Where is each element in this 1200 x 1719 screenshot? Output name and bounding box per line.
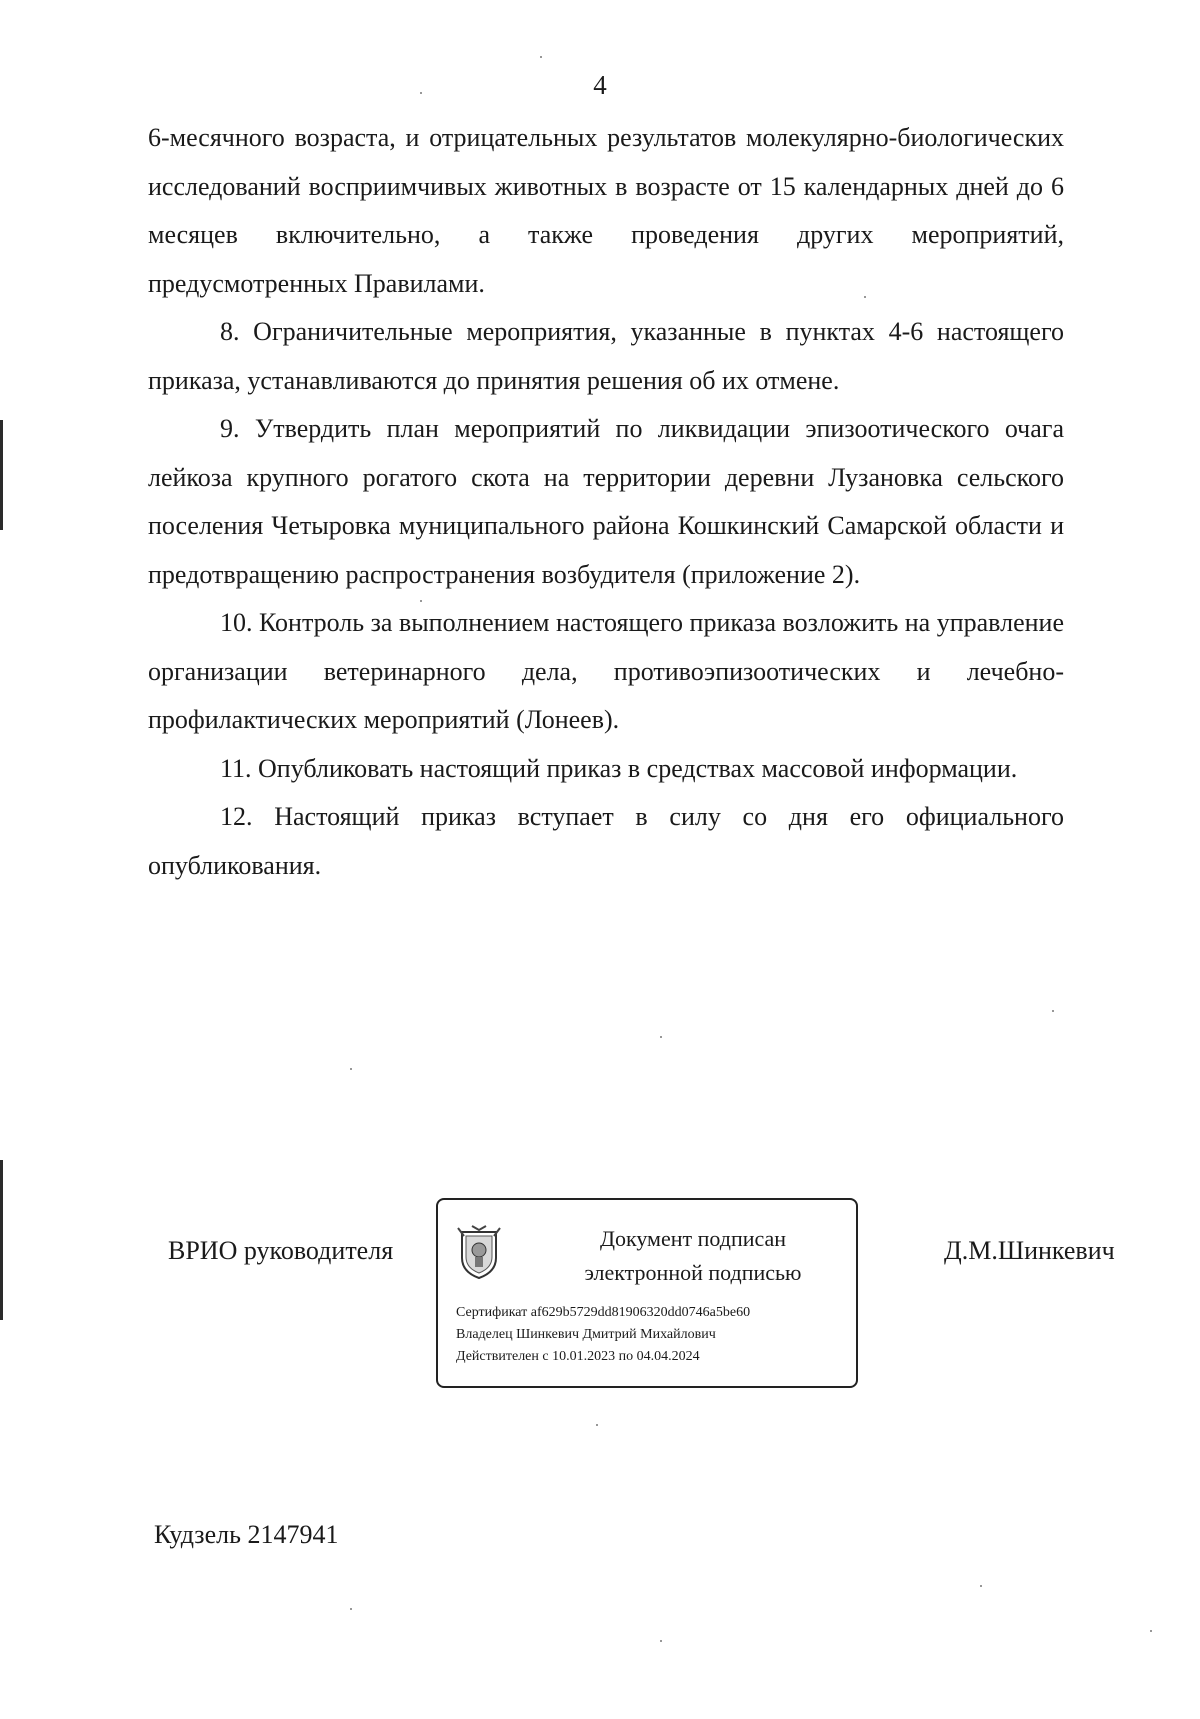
paragraph-12: 12. Настоящий приказ вступает в силу со дня его официального опубликования. bbox=[148, 802, 1064, 880]
scan-speck bbox=[864, 296, 866, 298]
paragraph-7-continuation: 6-месячного возраста, и отрицательных результатов молекулярно-биологических исследований восприимчивых животных в возрасте от 15 календарных дней до 6 месяцев включительно, а также проведения других мероприятий, предусмотренных Правилами. bbox=[148, 123, 1064, 298]
scan-speck bbox=[660, 1036, 662, 1038]
signer-name: Д.М.Шинкевич bbox=[944, 1236, 1115, 1265]
document-body bbox=[148, 114, 1064, 890]
stamp-heading-line-2: электронной подписью bbox=[584, 1260, 802, 1285]
stamp-details bbox=[456, 1302, 750, 1368]
document-author: Кудзель 2147941 bbox=[154, 1520, 339, 1549]
scan-speck bbox=[1150, 1630, 1152, 1632]
paragraph-8: 8. Ограничительные мероприятия, указанные в пунктах 4-6 настоящего приказа, устанавливаются до принятия решения об их отмене. bbox=[148, 317, 1064, 395]
stamp-heading-line-1: Документ подписан bbox=[599, 1226, 787, 1251]
electronic-signature-stamp bbox=[436, 1198, 858, 1388]
page-number: 4 bbox=[593, 70, 607, 100]
scan-speck bbox=[540, 56, 542, 58]
scan-speck bbox=[980, 1585, 982, 1587]
scan-speck bbox=[350, 1068, 352, 1070]
scan-speck bbox=[350, 1608, 352, 1610]
stamp-validity: Действителен с 10.01.2023 по 04.04.2024 bbox=[456, 1349, 700, 1364]
scan-edge-mark bbox=[0, 1160, 3, 1320]
paragraph-11: 11. Опубликовать настоящий приказ в средствах массовой информации. bbox=[220, 753, 1018, 783]
paragraph-10: 10. Контроль за выполнением настоящего приказа возложить на управление организации ветеринарного дела, противоэпизоотических и лечебно-профилактических мероприятий (Лонеев). bbox=[148, 608, 1064, 734]
scan-speck bbox=[420, 92, 422, 94]
signer-position: ВРИО руководителя bbox=[168, 1236, 394, 1265]
scan-edge-mark bbox=[0, 420, 3, 530]
scan-speck bbox=[420, 600, 422, 602]
stamp-certificate: Сертификат af629b5729dd81906320dd0746a5be60 bbox=[456, 1305, 751, 1320]
scan-speck bbox=[1052, 1010, 1054, 1012]
scan-speck bbox=[596, 1424, 598, 1426]
scan-speck bbox=[660, 1640, 662, 1642]
paragraph-9: 9. Утвердить план мероприятий по ликвидации эпизоотического очага лейкоза крупного рогатого скота на территории деревни Лузановка сельского поселения Четыровка муниципального района Кошкинский Самарской области и предотвращению распространения возбудителя (приложение 2). bbox=[148, 414, 1064, 589]
stamp-heading bbox=[558, 1222, 828, 1290]
stamp-owner: Владелец Шинкевич Дмитрий Михайлович bbox=[456, 1327, 716, 1342]
coat-of-arms-icon bbox=[456, 1224, 502, 1280]
